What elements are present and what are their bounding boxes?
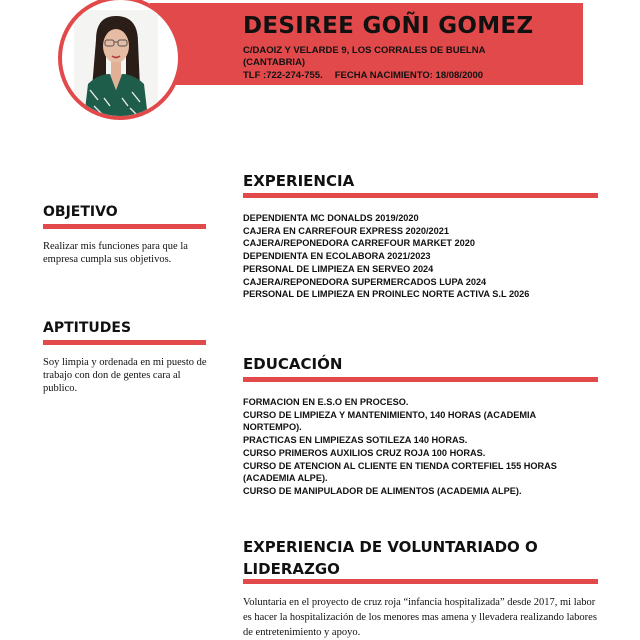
experiencia-item: DEPENDIENTA EN ECOLABORA 2021/2023 xyxy=(243,251,431,262)
educacion-item: CURSO DE ATENCION AL CLIENTE EN TIENDA CORTEFIEL 155 HORAS (ACADEMIA ALPE). xyxy=(243,460,557,484)
contact-line xyxy=(243,70,483,82)
educacion-item: CURSO DE LIMPIEZA Y MANTENIMIENTO, 140 HORAS (ACADEMIA NORTEMPO). xyxy=(243,409,536,433)
aptitudes-divider xyxy=(43,340,206,345)
voluntariado-divider xyxy=(243,579,598,584)
profile-photo xyxy=(74,10,158,118)
experiencia-divider xyxy=(243,193,598,198)
educacion-item: FORMACION EN E.S.O EN PROCESO. xyxy=(243,397,409,407)
educacion-item: CURSO DE MANIPULADOR DE ALIMENTOS (ACADEMIA ALPE). xyxy=(243,485,522,496)
address: C/DAOIZ Y VELARDE 9, LOS CORRALES DE BUELNA (CANTABRIA) xyxy=(243,45,486,68)
voluntariado-text: Voluntaria en el proyecto de cruz roja “infancia hospitalizada” desde 2017, mi labor es hacer la hospitalización de los menores mas amena y llevadera realizando labores de entretenimiento y apoyo. xyxy=(243,597,597,638)
experiencia-title: EXPERIENCIA xyxy=(243,172,355,190)
objetivo-divider xyxy=(43,224,206,229)
voluntariado-title: EXPERIENCIA DE VOLUNTARIADO O LIDERAZGO xyxy=(243,538,538,578)
experiencia-item: DEPENDIENTA MC DONALDS 2019/2020 xyxy=(243,213,419,223)
candidate-name: DESIREE GOÑI GOMEZ xyxy=(243,13,534,39)
profile-photo-frame xyxy=(58,0,182,120)
educacion-item: PRACTICAS EN LIMPIEZAS SOTILEZA 140 HORAS. xyxy=(243,435,468,446)
aptitudes-title: APTITUDES xyxy=(43,320,132,336)
experiencia-item: CAJERA EN CARREFOUR EXPRESS 2020/2021 xyxy=(243,225,449,236)
birth-date: FECHA NACIMIENTO: 18/08/2000 xyxy=(334,70,484,81)
phone: TLF :722-274-755. xyxy=(243,70,323,81)
experiencia-item: CAJERA/REPONEDORA SUPERMERCADOS LUPA 2024 xyxy=(243,276,487,287)
experiencia-item: PERSONAL DE LIMPIEZA EN SERVEO 2024 xyxy=(243,263,434,274)
experiencia-item: PERSONAL DE LIMPIEZA EN PROINLEC NORTE ACTIVA S.L 2026 xyxy=(243,289,530,300)
experiencia-item: CAJERA/REPONEDORA CARREFOUR MARKET 2020 xyxy=(243,238,475,249)
objetivo-title: OBJETIVO xyxy=(43,204,118,220)
educacion-item: CURSO PRIMEROS AUXILIOS CRUZ ROJA 100 HORAS. xyxy=(243,447,486,458)
objetivo-text: Realizar mis funciones para que la empresa cumpla sus objetivos. xyxy=(43,241,188,265)
educacion-list xyxy=(243,396,593,498)
educacion-divider xyxy=(243,377,598,382)
experiencia-list xyxy=(243,212,593,301)
educacion-title: EDUCACIÓN xyxy=(243,355,343,373)
aptitudes-text: Soy limpia y ordenada en mi puesto de trabajo con don de gentes cara al publico. xyxy=(43,357,207,394)
